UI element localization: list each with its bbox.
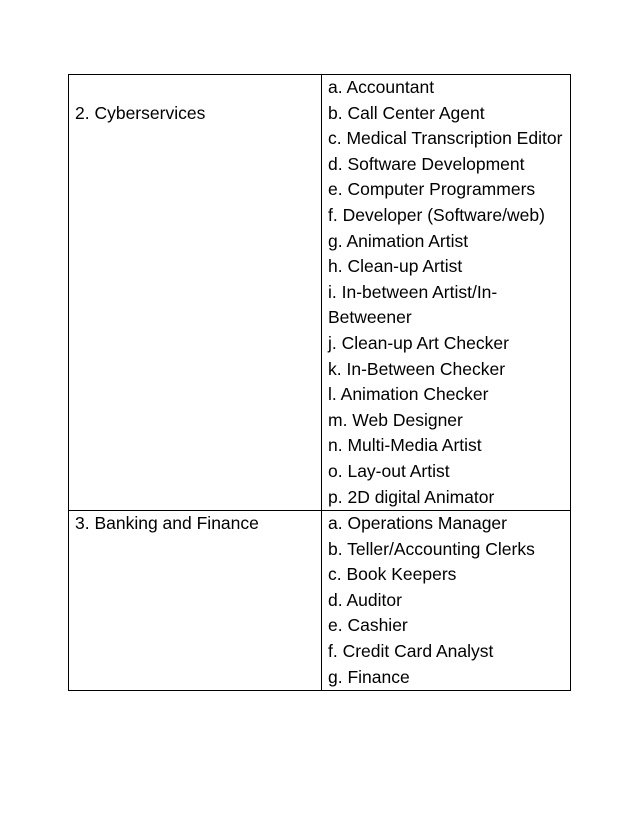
job-item: p. 2D digital Animator (328, 486, 495, 507)
job-item: j. Clean-up Art Checker (328, 332, 509, 353)
sector-cell (69, 75, 322, 511)
sector-label: 3. Banking and Finance (75, 513, 259, 534)
jobs-table (68, 74, 571, 691)
job-item: a. Accountant (328, 77, 435, 97)
job-item: d. Software Development (328, 153, 525, 174)
job-item: c. Book Keepers (328, 564, 457, 585)
job-item: e. Computer Programmers (328, 179, 536, 200)
table-row (69, 511, 571, 691)
jobs-cell (322, 75, 571, 511)
job-item: h. Clean-up Artist (328, 256, 463, 277)
job-item: g. Animation Artist (328, 230, 469, 251)
job-item: c. Medical Transcription Editor (328, 128, 563, 149)
job-item: f. Developer (Software/web) (328, 204, 545, 225)
job-item: e. Cashier (328, 615, 408, 636)
job-item: b. Teller/Accounting Clerks (328, 538, 535, 559)
job-item: f. Credit Card Analyst (328, 641, 494, 662)
table-row (69, 75, 571, 511)
sector-cell (69, 511, 322, 691)
job-item: l. Animation Checker (328, 384, 489, 405)
job-item: d. Auditor (328, 589, 402, 610)
job-item: n. Multi-Media Artist (328, 435, 482, 456)
job-item: g. Finance (328, 666, 410, 687)
job-item: k. In-Between Checker (328, 358, 506, 379)
job-item: m. Web Designer (328, 409, 463, 430)
job-item: a. Operations Manager (328, 513, 507, 534)
sector-label: 2. Cyberservices (75, 102, 206, 123)
jobs-cell (322, 511, 571, 691)
job-item: o. Lay-out Artist (328, 460, 450, 481)
job-item: b. Call Center Agent (328, 102, 485, 123)
job-item: i. In-between Artist/In-Betweener (328, 281, 498, 328)
